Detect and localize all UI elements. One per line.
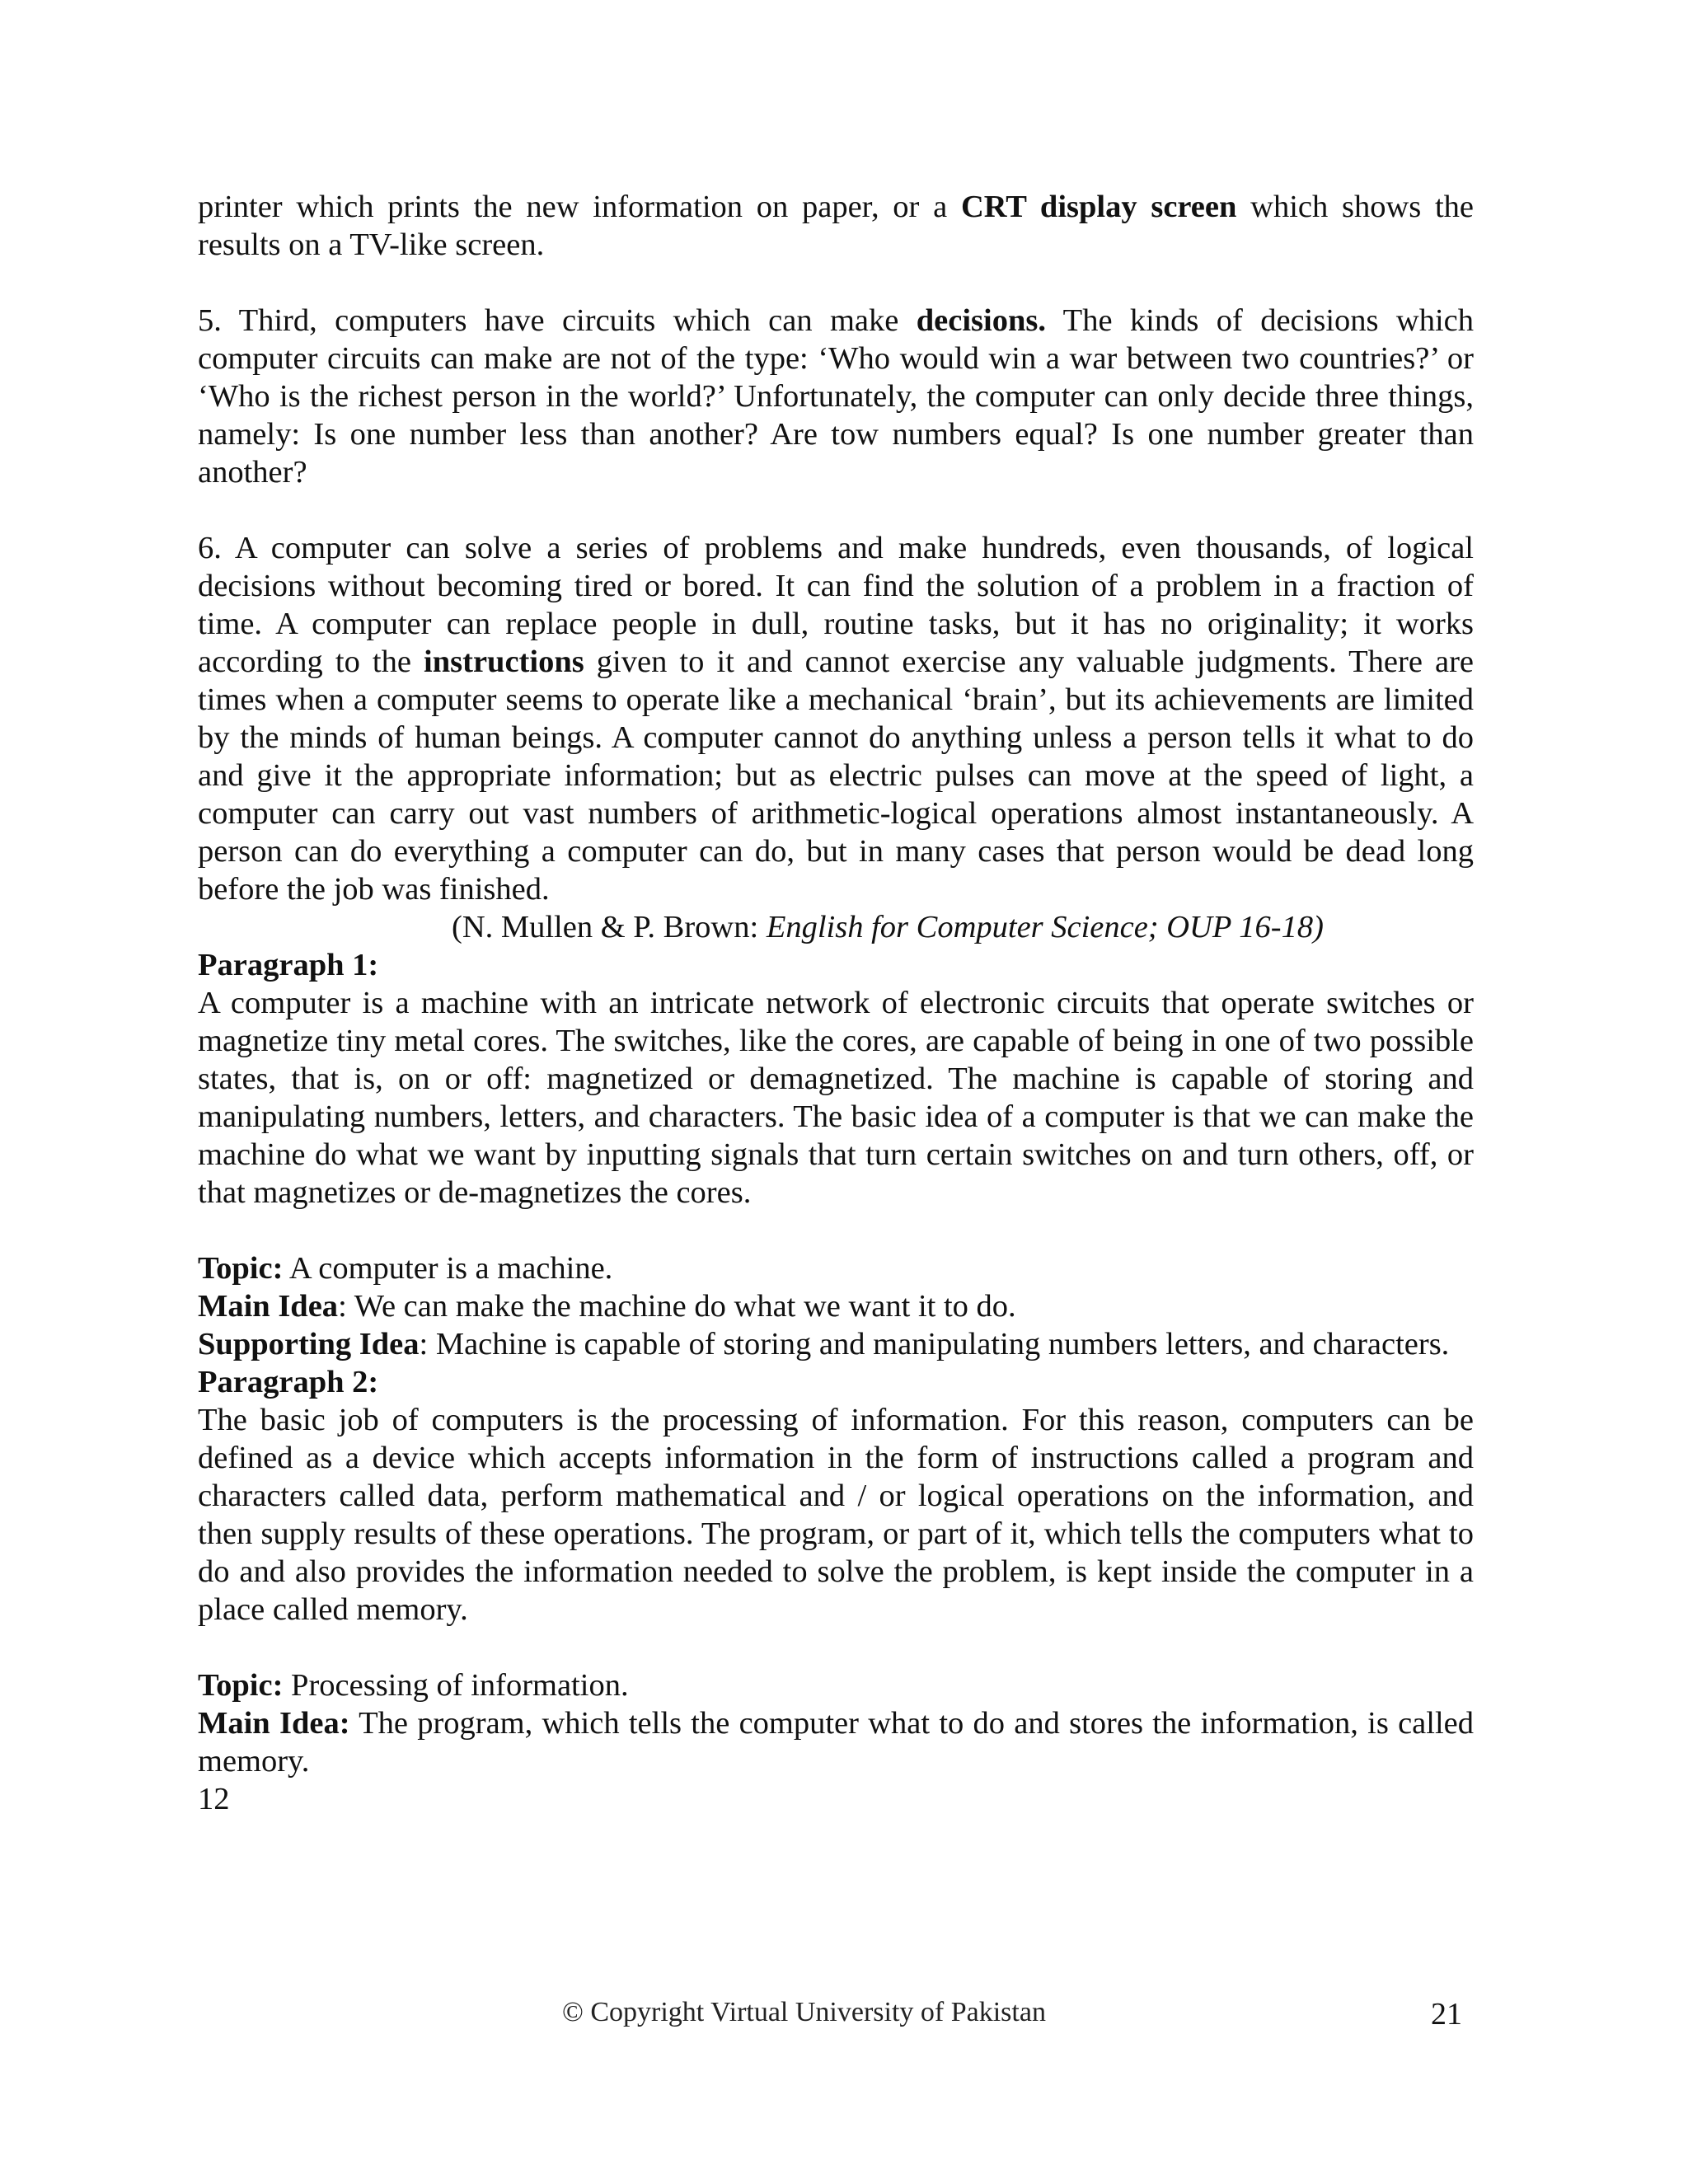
decisions-term: decisions.	[916, 303, 1046, 338]
instructions-term: instructions	[424, 644, 584, 679]
paragraph-1-main-idea	[198, 1287, 1474, 1325]
main-idea-label: Main Idea:	[198, 1706, 350, 1741]
topic-label: Topic:	[198, 1668, 284, 1703]
paragraph-2-heading: Paragraph 2:	[198, 1365, 379, 1399]
paragraph-1-heading: Paragraph 1:	[198, 948, 379, 982]
paragraph-2-main-idea	[198, 1704, 1474, 1780]
paragraph-1-supporting-idea	[198, 1325, 1474, 1363]
para5-text-1: 5. Third, computers have circuits which can make	[198, 303, 917, 338]
paragraph-5	[198, 302, 1474, 491]
citation-title: English for Computer Science; OUP 16-18)	[766, 910, 1324, 944]
intro-text-1: printer which prints the new information on paper, or a	[198, 190, 961, 224]
paragraph-2-topic	[198, 1666, 1474, 1704]
para6-text-1: 6. A computer can solve a series of problems and make hundreds, even thousands, of logical decisions without becoming tired or bored. It can find the solution of a problem in a fraction of time. A computer can replace people in dull, routine tasks, but it has no originality; it works according to the	[198, 531, 1474, 679]
copyright-notice: © Copyright Virtual University of Pakistan	[562, 1997, 1046, 2027]
paragraph-1-topic	[198, 1249, 1474, 1287]
main-idea-label: Main Idea	[198, 1289, 339, 1324]
intro-paragraph	[198, 188, 1474, 264]
page-content	[198, 188, 1474, 1818]
topic-label: Topic:	[198, 1251, 284, 1286]
crt-display-term: CRT display screen	[960, 190, 1237, 224]
para6-text-2: given to it and cannot exercise any valuable judgments. There are times when a computer seems to operate like a mechanical ‘brain’, but its achievements are limited by the minds of human beings. A computer cannot do anything unless a person tells it what to do and give it the appropriate information; but as electric pulses can move at the speed of light, a computer can carry out vast numbers of arithmetic-logical operations almost instantaneously. A person can do everything a computer can do, but in many cases that person would be dead long before the job was finished.	[198, 644, 1474, 907]
paragraph-6	[198, 529, 1474, 908]
supporting-idea-label: Supporting Idea	[198, 1327, 420, 1361]
stray-number: 12	[198, 1782, 230, 1816]
para5-text-2: The kinds of decisions which computer circuits can make are not of the type: ‘Who would win a war between two countries?’ or ‘Who is the richest person in the world?’ Unfortunately, the computer can only decide three things, namely: Is one number less than another? Are tow numbers equal? Is one number greater than another?	[198, 303, 1474, 490]
paragraph-1-body: A computer is a machine with an intricate network of electronic circuits that operate switches or magnetize tiny metal cores. The switches, like the cores, are capable of being in one of two possible states, that is, on or off: magnetized or demagnetized. The machine is capable of storing and manipulating numbers, letters, and characters. The basic idea of a computer is that we can make the machine do what we want by inputting signals that turn certain switches on and turn others, off, or that magnetizes or de-magnetizes the cores.	[198, 986, 1474, 1210]
citation-authors: (N. Mullen & P. Brown:	[452, 910, 767, 944]
main-idea-text: The program, which tells the computer what to do and stores the information, is called memory.	[198, 1706, 1475, 1779]
page-number: 21	[1431, 1997, 1462, 2032]
topic-text: Processing of information.	[283, 1668, 629, 1703]
paragraph-2-body: The basic job of computers is the processing of information. For this reason, computers can be defined as a device which accepts information in the form of instructions called a program and characters called data, perform mathematical and / or logical operations on the information, and then supply results of these operations. The program, or part of it, which tells the computers what to do and also provides the information needed to solve the problem, is kept inside the computer in a place called memory.	[198, 1403, 1474, 1627]
topic-text: A computer is a machine.	[283, 1251, 613, 1286]
main-idea-text: : We can make the machine do what we want it to do.	[338, 1289, 1016, 1324]
intro-text-2: which shows the results on a TV-like screen.	[198, 190, 1474, 262]
citation	[198, 908, 1474, 946]
supporting-idea-text: : Machine is capable of storing and manipulating numbers letters, and characters.	[419, 1327, 1450, 1361]
